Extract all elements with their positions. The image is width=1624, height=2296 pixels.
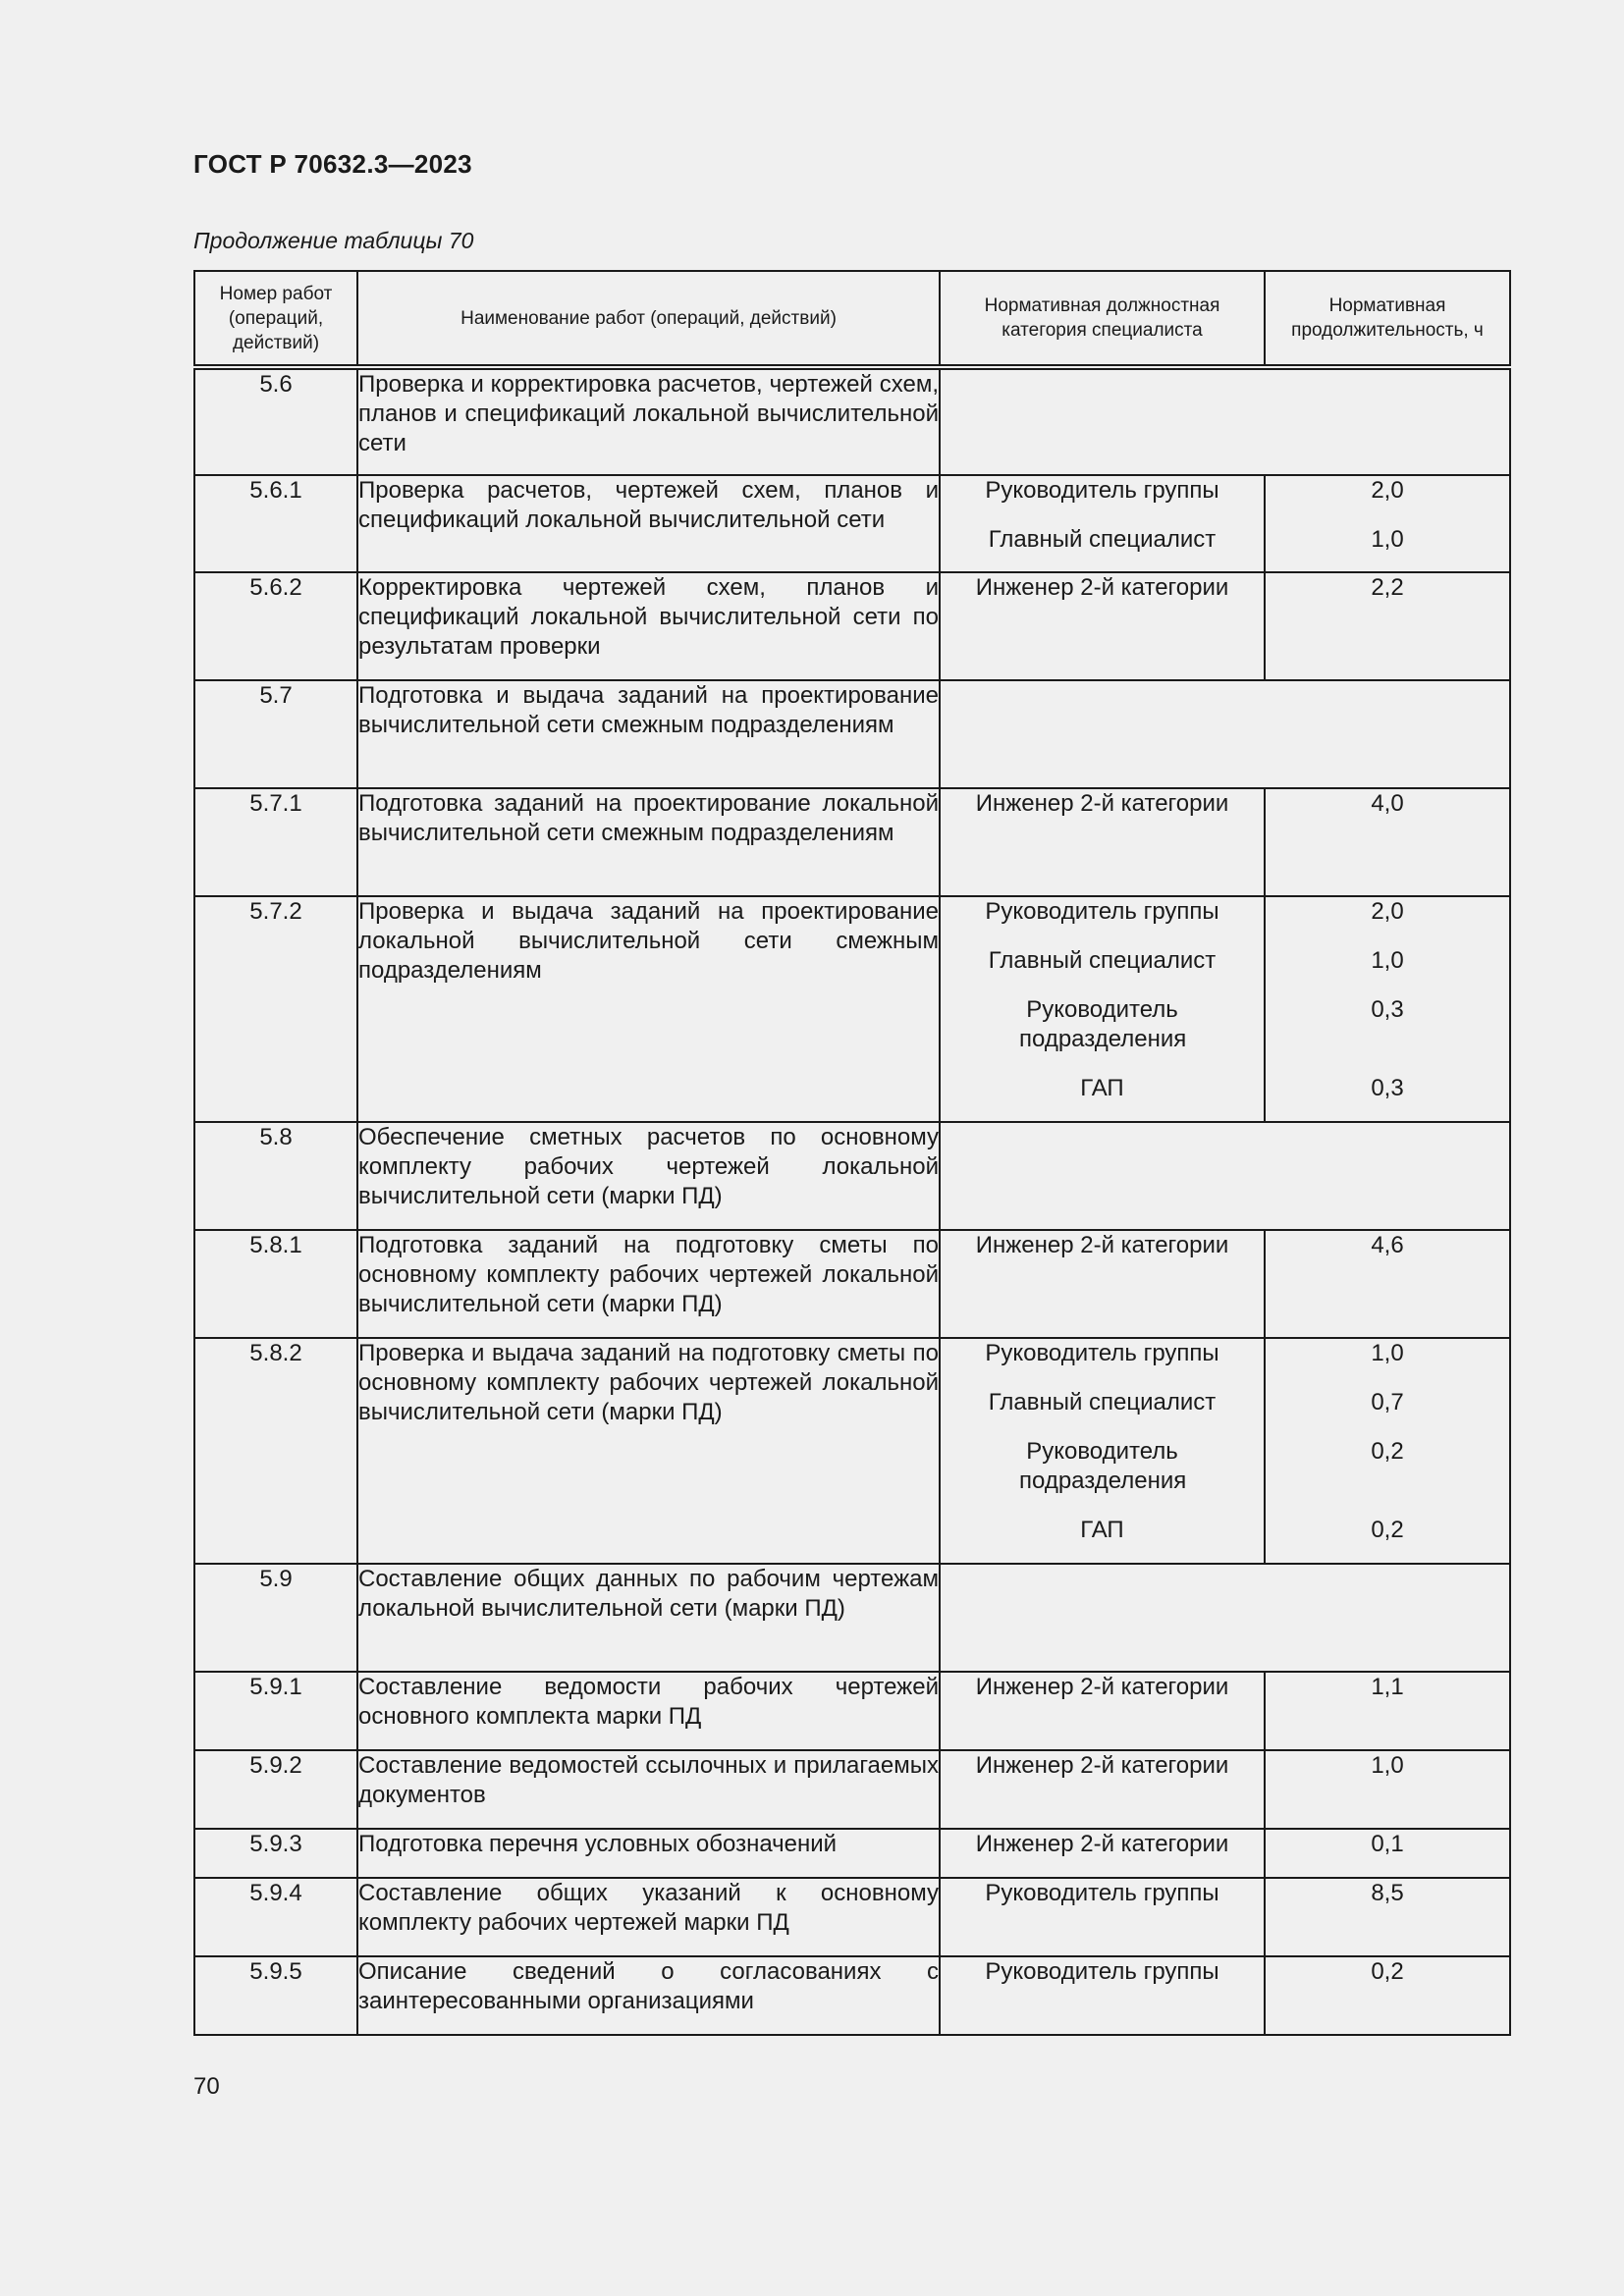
- specialist-category: Руководитель группы: [985, 898, 1219, 925]
- duration-value: 0,2: [1371, 1958, 1404, 1985]
- norms-table: [193, 270, 1511, 2036]
- table-row: [194, 367, 1510, 475]
- table-row: [194, 1338, 1510, 1564]
- row-category-cell: [940, 475, 1265, 572]
- row-category-cell: [940, 1672, 1265, 1750]
- row-category-cell: [940, 896, 1265, 1122]
- row-number: 5.6.1: [194, 475, 357, 572]
- row-number: 5.7: [194, 680, 357, 788]
- row-duration-cell: [1265, 1829, 1510, 1878]
- duration-value: 0,3: [1371, 1075, 1404, 1101]
- document-id: ГОСТ Р 70632.3—2023: [193, 149, 472, 179]
- table-row: [194, 680, 1510, 788]
- specialist-category: Руководитель подразделения: [1019, 996, 1187, 1052]
- row-category-cell: [940, 1878, 1265, 1956]
- row-duration-cell: [1265, 1338, 1510, 1564]
- duration-value: 0,3: [1371, 996, 1404, 1023]
- table-row: [194, 1672, 1510, 1750]
- row-duration-cell: [1265, 1878, 1510, 1956]
- table-row: [194, 1122, 1510, 1230]
- specialist-category: ГАП: [1080, 1075, 1124, 1101]
- table-row: [194, 1564, 1510, 1672]
- row-number: 5.9.2: [194, 1750, 357, 1829]
- duration-value: 2,0: [1371, 477, 1404, 504]
- table-row: [194, 1829, 1510, 1878]
- row-work-name: Обеспечение сметных расчетов по основному комплекту рабочих чертежей локальной вычислительной сети (марки ПД): [357, 1122, 940, 1230]
- specialist-category: Главный специалист: [988, 1389, 1217, 1415]
- row-work-name: Подготовка заданий на проектирование локальной вычислительной сети смежным подразделениям: [357, 788, 940, 896]
- table-header-row: [194, 271, 1510, 367]
- specialist-category: Руководитель подразделения: [1019, 1438, 1187, 1494]
- table-row: [194, 1878, 1510, 1956]
- specialist-category: Руководитель группы: [985, 477, 1219, 504]
- row-number: 5.6.2: [194, 572, 357, 680]
- duration-value: 4,0: [1371, 790, 1404, 817]
- duration-value: 1,0: [1371, 1340, 1404, 1366]
- duration-value: 8,5: [1371, 1880, 1404, 1906]
- table-row: [194, 896, 1510, 1122]
- specialist-category: ГАП: [1080, 1517, 1124, 1543]
- row-number: 5.9: [194, 1564, 357, 1672]
- duration-value: 1,0: [1371, 1752, 1404, 1779]
- row-number: 5.9.1: [194, 1672, 357, 1750]
- row-work-name: Подготовка перечня условных обозначений: [357, 1829, 940, 1878]
- table-caption: Продолжение таблицы 70: [193, 228, 474, 253]
- duration-value: 0,7: [1371, 1389, 1404, 1415]
- row-number: 5.6: [194, 367, 357, 475]
- table-row: [194, 475, 1510, 572]
- row-duration-cell: [1265, 475, 1510, 572]
- row-work-name: Описание сведений о согласованиях с заинтересованными организациями: [357, 1956, 940, 2035]
- specialist-category: Инженер 2-й категории: [975, 1232, 1229, 1258]
- row-category-cell: [940, 1829, 1265, 1878]
- table-row: [194, 1230, 1510, 1338]
- specialist-category: Инженер 2-й категории: [975, 790, 1229, 817]
- row-number: 5.9.4: [194, 1878, 357, 1956]
- row-number: 5.8: [194, 1122, 357, 1230]
- col-header-name: Наименование работ (операций, действий): [357, 271, 940, 367]
- duration-value: 1,1: [1371, 1674, 1404, 1700]
- specialist-category: Руководитель группы: [985, 1958, 1219, 1985]
- row-empty-cell: [940, 367, 1510, 475]
- specialist-category: Инженер 2-й категории: [975, 1752, 1229, 1779]
- row-work-name: Составление общих указаний к основному комплекту рабочих чертежей марки ПД: [357, 1878, 940, 1956]
- row-category-cell: [940, 1338, 1265, 1564]
- row-duration-cell: [1265, 896, 1510, 1122]
- row-work-name: Подготовка и выдача заданий на проектирование вычислительной сети смежным подразделениям: [357, 680, 940, 788]
- row-duration-cell: [1265, 572, 1510, 680]
- duration-value: 1,0: [1371, 947, 1404, 974]
- row-work-name: Проверка и выдача заданий на проектирование локальной вычислительной сети смежным подразделениям: [357, 896, 940, 1122]
- row-number: 5.9.5: [194, 1956, 357, 2035]
- duration-value: 0,2: [1371, 1438, 1404, 1465]
- table-row: [194, 572, 1510, 680]
- row-work-name: Составление ведомости рабочих чертежей основного комплекта марки ПД: [357, 1672, 940, 1750]
- specialist-category: Руководитель группы: [985, 1880, 1219, 1906]
- row-category-cell: [940, 788, 1265, 896]
- specialist-category: Инженер 2-й категории: [975, 1674, 1229, 1700]
- row-work-name: Подготовка заданий на подготовку сметы по основному комплекту рабочих чертежей локальной вычислительной сети (марки ПД): [357, 1230, 940, 1338]
- row-duration-cell: [1265, 1672, 1510, 1750]
- table-body: [194, 367, 1510, 2035]
- specialist-category: Главный специалист: [988, 526, 1217, 553]
- row-category-cell: [940, 1956, 1265, 2035]
- specialist-category: Инженер 2-й категории: [975, 1831, 1229, 1857]
- duration-value: 1,0: [1371, 526, 1404, 553]
- duration-value: 4,6: [1371, 1232, 1404, 1258]
- row-category-cell: [940, 1230, 1265, 1338]
- duration-value: 2,2: [1371, 574, 1404, 601]
- row-number: 5.8.1: [194, 1230, 357, 1338]
- row-duration-cell: [1265, 1230, 1510, 1338]
- col-header-num: Номер работ (операций, действий): [194, 271, 357, 367]
- duration-value: 2,0: [1371, 898, 1404, 925]
- page-number: 70: [193, 2073, 220, 2100]
- table-row: [194, 788, 1510, 896]
- specialist-category: Главный специалист: [988, 947, 1217, 974]
- row-empty-cell: [940, 680, 1510, 788]
- row-number: 5.9.3: [194, 1829, 357, 1878]
- row-number: 5.7.2: [194, 896, 357, 1122]
- row-duration-cell: [1265, 1750, 1510, 1829]
- table-row: [194, 1750, 1510, 1829]
- duration-value: 0,1: [1371, 1831, 1404, 1857]
- row-category-cell: [940, 1750, 1265, 1829]
- row-duration-cell: [1265, 1956, 1510, 2035]
- row-number: 5.8.2: [194, 1338, 357, 1564]
- row-category-cell: [940, 572, 1265, 680]
- row-empty-cell: [940, 1564, 1510, 1672]
- row-duration-cell: [1265, 788, 1510, 896]
- row-work-name: Составление общих данных по рабочим чертежам локальной вычислительной сети (марки ПД): [357, 1564, 940, 1672]
- row-work-name: Проверка и корректировка расчетов, чертежей схем, планов и спецификаций локальной вычислительной сети: [357, 367, 940, 475]
- row-number: 5.7.1: [194, 788, 357, 896]
- row-work-name: Составление ведомостей ссылочных и прилагаемых документов: [357, 1750, 940, 1829]
- row-empty-cell: [940, 1122, 1510, 1230]
- specialist-category: Инженер 2-й категории: [975, 574, 1229, 601]
- row-work-name: Корректировка чертежей схем, планов и спецификаций локальной вычислительной сети по результатам проверки: [357, 572, 940, 680]
- specialist-category: Руководитель группы: [985, 1340, 1219, 1366]
- row-work-name: Проверка расчетов, чертежей схем, планов и спецификаций локальной вычислительной сети: [357, 475, 940, 572]
- row-work-name: Проверка и выдача заданий на подготовку сметы по основному комплекту рабочих чертежей локальной вычислительной сети (марки ПД): [357, 1338, 940, 1564]
- duration-value: 0,2: [1371, 1517, 1404, 1543]
- table-row: [194, 1956, 1510, 2035]
- col-header-duration: Нормативная продолжительность, ч: [1265, 271, 1510, 367]
- col-header-category: Нормативная должностная категория специалиста: [940, 271, 1265, 367]
